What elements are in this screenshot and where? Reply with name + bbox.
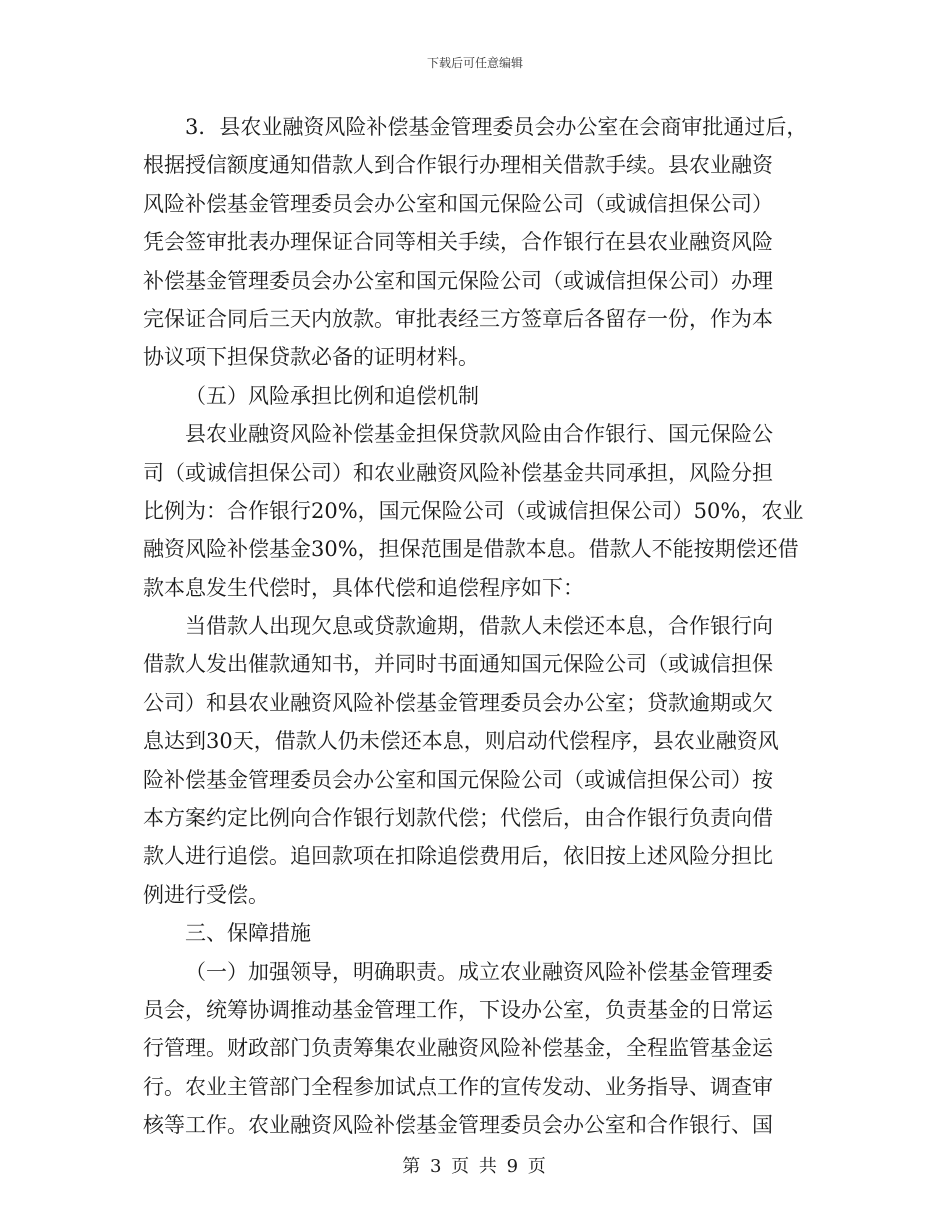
paragraph-line: 补偿基金管理委员会办公室和国元保险公司（或诚信担保公司）办理	[143, 268, 773, 293]
paragraph-line: 本方案约定比例向合作银行划款代偿；代偿后，由合作银行负责向借	[143, 806, 773, 831]
paragraph-line: 完保证合同后三天内放款。审批表经三方签章后各留存一份，作为本	[143, 306, 773, 331]
section-heading: （五）风险承担比例和追偿机制	[185, 383, 479, 408]
paragraph-line: 司（或诚信担保公司）和农业融资风险补偿基金共同承担，风险分担	[143, 460, 773, 485]
paragraph-line: 风险补偿基金管理委员会办公室和国元保险公司（或诚信担保公司）	[143, 191, 773, 216]
paragraph-line: 款人进行追偿。追回款项在扣除追偿费用后，依旧按上述风险分担比	[143, 844, 773, 869]
page-header: 下载后可任意编辑	[426, 56, 523, 70]
paragraph-line: 3．县农业融资风险补偿基金管理委员会办公室在会商审批通过后，	[185, 115, 808, 139]
paragraph-line: 行。农业主管部门全程参加试点工作的宣传发动、业务指导、调查审	[143, 1074, 773, 1099]
paragraph-line: 协议项下担保贷款必备的证明材料。	[143, 345, 479, 370]
paragraph-line: 核等工作。农业融资风险补偿基金管理委员会办公室和合作银行、国	[143, 1113, 773, 1138]
document-body	[143, 108, 808, 1145]
paragraph-line: 员会，统筹协调推动基金管理工作，下设办公室，负责基金的日常运	[143, 997, 773, 1022]
paragraph-line: 款本息发生代偿时，具体代偿和追偿程序如下：	[143, 575, 584, 600]
paragraph-line: 公司）和县农业融资风险补偿基金管理委员会办公室；贷款逾期或欠	[143, 690, 773, 715]
paragraph-line: （一）加强领导，明确职责。成立农业融资风险补偿基金管理委	[185, 959, 773, 984]
paragraph-line: 融资风险补偿基金30%，担保范围是借款本息。借款人不能按期偿还借	[143, 537, 799, 562]
paragraph-line: 借款人发出催款通知书，并同时书面通知国元保险公司（或诚信担保	[143, 652, 773, 677]
paragraph-line: 息达到30天，借款人仍未偿还本息，则启动代偿程序，县农业融资风	[143, 729, 779, 754]
page-number: 第 3 页 共 9 页	[402, 1156, 548, 1177]
paragraph-line: 县农业融资风险补偿基金担保贷款风险由合作银行、国元保险公	[185, 422, 773, 447]
paragraph-line: 凭会签审批表办理保证合同等相关手续，合作银行在县农业融资风险	[143, 230, 773, 255]
paragraph-line: 险补偿基金管理委员会办公室和国元保险公司（或诚信担保公司）按	[143, 767, 773, 792]
paragraph-line: 例进行受偿。	[143, 882, 269, 907]
section-heading: 三、保障措施	[185, 921, 311, 946]
paragraph-line: 比例为：合作银行20%，国元保险公司（或诚信担保公司）50%，农业	[143, 498, 804, 523]
paragraph-line: 行管理。财政部门负责筹集农业融资风险补偿基金，全程监管基金运	[143, 1036, 773, 1061]
paragraph-line: 当借款人出现欠息或贷款逾期，借款人未偿还本息，合作银行向	[185, 614, 773, 639]
paragraph-line: 根据授信额度通知借款人到合作银行办理相关借款手续。县农业融资	[143, 153, 773, 178]
